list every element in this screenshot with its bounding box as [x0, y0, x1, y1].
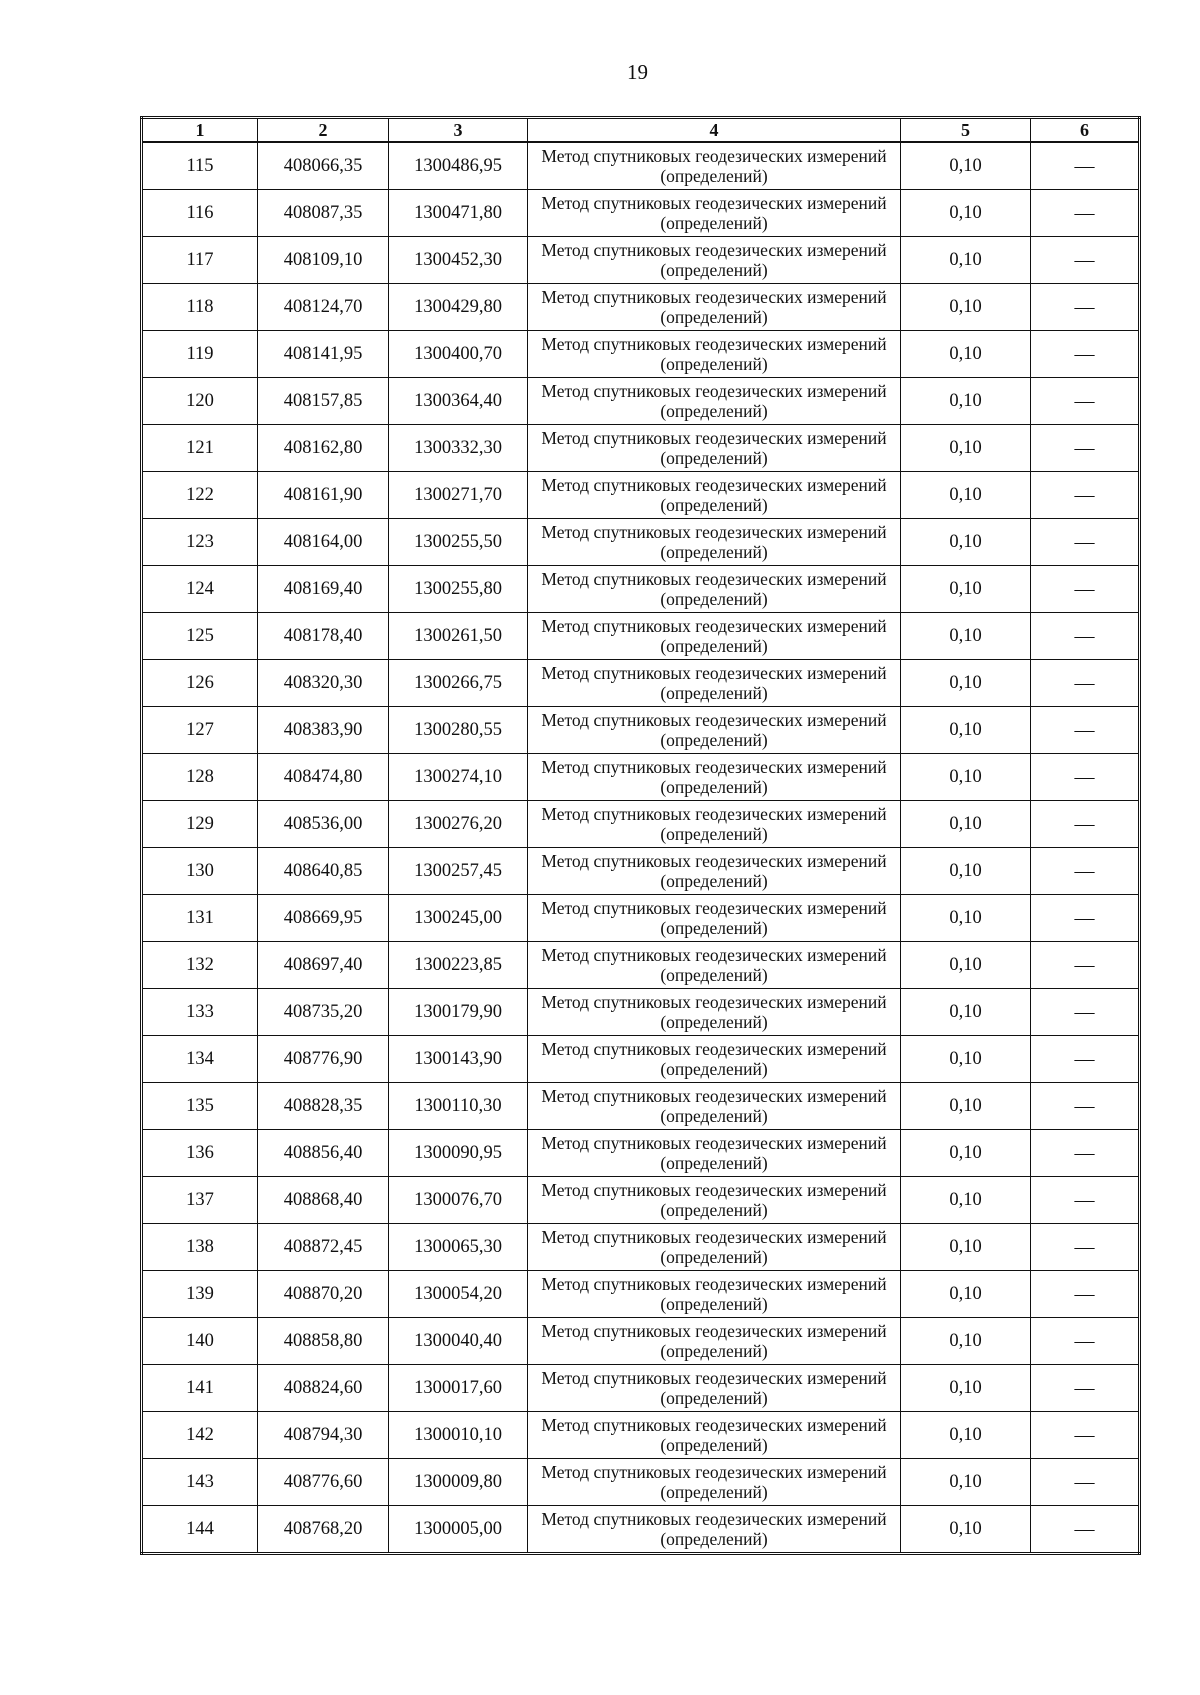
- coordinates-table: [140, 116, 1141, 1555]
- point-number-cell: 122: [142, 472, 258, 519]
- point-number-cell: 126: [142, 660, 258, 707]
- x-coordinate-cell: 408794,30: [258, 1412, 389, 1459]
- method-cell: Метод спутниковых геодезических измерений (определений): [528, 1036, 901, 1083]
- y-coordinate-cell: 1300280,55: [389, 707, 528, 754]
- table-row: [142, 1036, 1140, 1083]
- y-coordinate-cell: 1300110,30: [389, 1083, 528, 1130]
- table-row: [142, 142, 1140, 190]
- method-cell: Метод спутниковых геодезических измерений (определений): [528, 989, 901, 1036]
- point-number-cell: 124: [142, 566, 258, 613]
- point-number-cell: 132: [142, 942, 258, 989]
- note-cell: —: [1031, 190, 1140, 237]
- method-cell: Метод спутниковых геодезических измерений (определений): [528, 1177, 901, 1224]
- y-coordinate-cell: 1300486,95: [389, 142, 528, 190]
- table-row: [142, 472, 1140, 519]
- accuracy-cell: 0,10: [901, 754, 1031, 801]
- y-coordinate-cell: 1300005,00: [389, 1506, 528, 1554]
- point-number-cell: 138: [142, 1224, 258, 1271]
- accuracy-cell: 0,10: [901, 425, 1031, 472]
- x-coordinate-cell: 408066,35: [258, 142, 389, 190]
- table-row: [142, 942, 1140, 989]
- point-number-cell: 131: [142, 895, 258, 942]
- accuracy-cell: 0,10: [901, 1036, 1031, 1083]
- table-row: [142, 378, 1140, 425]
- header-cell-5: 5: [901, 118, 1031, 143]
- note-cell: —: [1031, 378, 1140, 425]
- y-coordinate-cell: 1300010,10: [389, 1412, 528, 1459]
- y-coordinate-cell: 1300276,20: [389, 801, 528, 848]
- accuracy-cell: 0,10: [901, 566, 1031, 613]
- point-number-cell: 137: [142, 1177, 258, 1224]
- header-cell-2: 2: [258, 118, 389, 143]
- note-cell: —: [1031, 1177, 1140, 1224]
- method-cell: Метод спутниковых геодезических измерений (определений): [528, 613, 901, 660]
- point-number-cell: 115: [142, 142, 258, 190]
- table-row: [142, 613, 1140, 660]
- method-cell: Метод спутниковых геодезических измерений (определений): [528, 142, 901, 190]
- point-number-cell: 127: [142, 707, 258, 754]
- point-number-cell: 141: [142, 1365, 258, 1412]
- accuracy-cell: 0,10: [901, 1177, 1031, 1224]
- y-coordinate-cell: 1300452,30: [389, 237, 528, 284]
- method-cell: Метод спутниковых геодезических измерений (определений): [528, 848, 901, 895]
- accuracy-cell: 0,10: [901, 331, 1031, 378]
- accuracy-cell: 0,10: [901, 1083, 1031, 1130]
- method-cell: Метод спутниковых геодезических измерений (определений): [528, 707, 901, 754]
- note-cell: —: [1031, 1365, 1140, 1412]
- y-coordinate-cell: 1300040,40: [389, 1318, 528, 1365]
- accuracy-cell: 0,10: [901, 707, 1031, 754]
- y-coordinate-cell: 1300245,00: [389, 895, 528, 942]
- x-coordinate-cell: 408828,35: [258, 1083, 389, 1130]
- method-cell: Метод спутниковых геодезических измерений (определений): [528, 1459, 901, 1506]
- point-number-cell: 117: [142, 237, 258, 284]
- method-cell: Метод спутниковых геодезических измерений (определений): [528, 895, 901, 942]
- table-row: [142, 1459, 1140, 1506]
- y-coordinate-cell: 1300471,80: [389, 190, 528, 237]
- table-body: [142, 142, 1140, 1554]
- y-coordinate-cell: 1300076,70: [389, 1177, 528, 1224]
- x-coordinate-cell: 408872,45: [258, 1224, 389, 1271]
- x-coordinate-cell: 408161,90: [258, 472, 389, 519]
- note-cell: —: [1031, 284, 1140, 331]
- accuracy-cell: 0,10: [901, 895, 1031, 942]
- accuracy-cell: 0,10: [901, 190, 1031, 237]
- x-coordinate-cell: 408870,20: [258, 1271, 389, 1318]
- accuracy-cell: 0,10: [901, 237, 1031, 284]
- accuracy-cell: 0,10: [901, 472, 1031, 519]
- y-coordinate-cell: 1300065,30: [389, 1224, 528, 1271]
- x-coordinate-cell: 408640,85: [258, 848, 389, 895]
- table-row: [142, 190, 1140, 237]
- accuracy-cell: 0,10: [901, 1224, 1031, 1271]
- point-number-cell: 128: [142, 754, 258, 801]
- method-cell: Метод спутниковых геодезических измерений (определений): [528, 1365, 901, 1412]
- table-row: [142, 660, 1140, 707]
- x-coordinate-cell: 408087,35: [258, 190, 389, 237]
- table-header-row: [142, 118, 1140, 143]
- note-cell: —: [1031, 1318, 1140, 1365]
- table-header: [142, 118, 1140, 143]
- table-row: [142, 754, 1140, 801]
- method-cell: Метод спутниковых геодезических измерений (определений): [528, 801, 901, 848]
- note-cell: —: [1031, 237, 1140, 284]
- y-coordinate-cell: 1300261,50: [389, 613, 528, 660]
- note-cell: —: [1031, 1506, 1140, 1554]
- note-cell: —: [1031, 660, 1140, 707]
- x-coordinate-cell: 408124,70: [258, 284, 389, 331]
- table-row: [142, 801, 1140, 848]
- table-row: [142, 1083, 1140, 1130]
- y-coordinate-cell: 1300009,80: [389, 1459, 528, 1506]
- point-number-cell: 135: [142, 1083, 258, 1130]
- note-cell: —: [1031, 1036, 1140, 1083]
- note-cell: —: [1031, 613, 1140, 660]
- table-row: [142, 284, 1140, 331]
- page-number: 19: [627, 60, 648, 84]
- y-coordinate-cell: 1300223,85: [389, 942, 528, 989]
- header-cell-3: 3: [389, 118, 528, 143]
- accuracy-cell: 0,10: [901, 660, 1031, 707]
- method-cell: Метод спутниковых геодезических измерений (определений): [528, 942, 901, 989]
- point-number-cell: 129: [142, 801, 258, 848]
- x-coordinate-cell: 408109,10: [258, 237, 389, 284]
- method-cell: Метод спутниковых геодезических измерений (определений): [528, 754, 901, 801]
- table-row: [142, 707, 1140, 754]
- accuracy-cell: 0,10: [901, 1130, 1031, 1177]
- note-cell: —: [1031, 1130, 1140, 1177]
- x-coordinate-cell: 408669,95: [258, 895, 389, 942]
- point-number-cell: 125: [142, 613, 258, 660]
- method-cell: Метод спутниковых геодезических измерений (определений): [528, 1083, 901, 1130]
- method-cell: Метод спутниковых геодезических измерений (определений): [528, 378, 901, 425]
- accuracy-cell: 0,10: [901, 989, 1031, 1036]
- y-coordinate-cell: 1300400,70: [389, 331, 528, 378]
- y-coordinate-cell: 1300257,45: [389, 848, 528, 895]
- y-coordinate-cell: 1300332,30: [389, 425, 528, 472]
- note-cell: —: [1031, 331, 1140, 378]
- y-coordinate-cell: 1300255,50: [389, 519, 528, 566]
- table-row: [142, 1412, 1140, 1459]
- accuracy-cell: 0,10: [901, 1318, 1031, 1365]
- point-number-cell: 118: [142, 284, 258, 331]
- point-number-cell: 121: [142, 425, 258, 472]
- note-cell: —: [1031, 1459, 1140, 1506]
- header-cell-4: 4: [528, 118, 901, 143]
- y-coordinate-cell: 1300364,40: [389, 378, 528, 425]
- method-cell: Метод спутниковых геодезических измерений (определений): [528, 425, 901, 472]
- accuracy-cell: 0,10: [901, 1271, 1031, 1318]
- accuracy-cell: 0,10: [901, 519, 1031, 566]
- x-coordinate-cell: 408824,60: [258, 1365, 389, 1412]
- point-number-cell: 133: [142, 989, 258, 1036]
- x-coordinate-cell: 408735,20: [258, 989, 389, 1036]
- x-coordinate-cell: 408383,90: [258, 707, 389, 754]
- note-cell: —: [1031, 801, 1140, 848]
- method-cell: Метод спутниковых геодезических измерений (определений): [528, 237, 901, 284]
- point-number-cell: 140: [142, 1318, 258, 1365]
- note-cell: —: [1031, 425, 1140, 472]
- note-cell: —: [1031, 472, 1140, 519]
- accuracy-cell: 0,10: [901, 613, 1031, 660]
- y-coordinate-cell: 1300054,20: [389, 1271, 528, 1318]
- note-cell: —: [1031, 848, 1140, 895]
- accuracy-cell: 0,10: [901, 1412, 1031, 1459]
- point-number-cell: 139: [142, 1271, 258, 1318]
- table-row: [142, 1224, 1140, 1271]
- table-row: [142, 1318, 1140, 1365]
- point-number-cell: 123: [142, 519, 258, 566]
- accuracy-cell: 0,10: [901, 1365, 1031, 1412]
- y-coordinate-cell: 1300179,90: [389, 989, 528, 1036]
- method-cell: Метод спутниковых геодезических измерений (определений): [528, 472, 901, 519]
- x-coordinate-cell: 408768,20: [258, 1506, 389, 1554]
- header-cell-6: 6: [1031, 118, 1140, 143]
- note-cell: —: [1031, 1412, 1140, 1459]
- note-cell: —: [1031, 895, 1140, 942]
- x-coordinate-cell: 408320,30: [258, 660, 389, 707]
- table-row: [142, 1177, 1140, 1224]
- accuracy-cell: 0,10: [901, 801, 1031, 848]
- point-number-cell: 119: [142, 331, 258, 378]
- table-row: [142, 848, 1140, 895]
- point-number-cell: 144: [142, 1506, 258, 1554]
- y-coordinate-cell: 1300255,80: [389, 566, 528, 613]
- table-row: [142, 425, 1140, 472]
- table-row: [142, 331, 1140, 378]
- note-cell: —: [1031, 142, 1140, 190]
- method-cell: Метод спутниковых геодезических измерений (определений): [528, 284, 901, 331]
- method-cell: Метод спутниковых геодезических измерений (определений): [528, 331, 901, 378]
- note-cell: —: [1031, 1083, 1140, 1130]
- table-row: [142, 1506, 1140, 1554]
- method-cell: Метод спутниковых геодезических измерений (определений): [528, 1271, 901, 1318]
- x-coordinate-cell: 408776,60: [258, 1459, 389, 1506]
- y-coordinate-cell: 1300017,60: [389, 1365, 528, 1412]
- y-coordinate-cell: 1300266,75: [389, 660, 528, 707]
- x-coordinate-cell: 408697,40: [258, 942, 389, 989]
- table-row: [142, 1271, 1140, 1318]
- header-cell-1: 1: [142, 118, 258, 143]
- method-cell: Метод спутниковых геодезических измерений (определений): [528, 519, 901, 566]
- table-row: [142, 1130, 1140, 1177]
- x-coordinate-cell: 408868,40: [258, 1177, 389, 1224]
- x-coordinate-cell: 408178,40: [258, 613, 389, 660]
- point-number-cell: 142: [142, 1412, 258, 1459]
- method-cell: Метод спутниковых геодезических измерений (определений): [528, 1506, 901, 1554]
- accuracy-cell: 0,10: [901, 1506, 1031, 1554]
- x-coordinate-cell: 408536,00: [258, 801, 389, 848]
- accuracy-cell: 0,10: [901, 378, 1031, 425]
- point-number-cell: 136: [142, 1130, 258, 1177]
- method-cell: Метод спутниковых геодезических измерений (определений): [528, 566, 901, 613]
- x-coordinate-cell: 408141,95: [258, 331, 389, 378]
- table-row: [142, 566, 1140, 613]
- table-row: [142, 895, 1140, 942]
- x-coordinate-cell: 408474,80: [258, 754, 389, 801]
- accuracy-cell: 0,10: [901, 1459, 1031, 1506]
- note-cell: —: [1031, 942, 1140, 989]
- note-cell: —: [1031, 519, 1140, 566]
- x-coordinate-cell: 408856,40: [258, 1130, 389, 1177]
- method-cell: Метод спутниковых геодезических измерений (определений): [528, 1412, 901, 1459]
- x-coordinate-cell: 408776,90: [258, 1036, 389, 1083]
- method-cell: Метод спутниковых геодезических измерений (определений): [528, 660, 901, 707]
- x-coordinate-cell: 408162,80: [258, 425, 389, 472]
- note-cell: —: [1031, 1271, 1140, 1318]
- method-cell: Метод спутниковых геодезических измерений (определений): [528, 1224, 901, 1271]
- table-row: [142, 519, 1140, 566]
- point-number-cell: 134: [142, 1036, 258, 1083]
- x-coordinate-cell: 408157,85: [258, 378, 389, 425]
- point-number-cell: 120: [142, 378, 258, 425]
- x-coordinate-cell: 408169,40: [258, 566, 389, 613]
- table-row: [142, 989, 1140, 1036]
- x-coordinate-cell: 408164,00: [258, 519, 389, 566]
- y-coordinate-cell: 1300429,80: [389, 284, 528, 331]
- y-coordinate-cell: 1300271,70: [389, 472, 528, 519]
- note-cell: —: [1031, 566, 1140, 613]
- note-cell: —: [1031, 1224, 1140, 1271]
- accuracy-cell: 0,10: [901, 942, 1031, 989]
- point-number-cell: 143: [142, 1459, 258, 1506]
- x-coordinate-cell: 408858,80: [258, 1318, 389, 1365]
- accuracy-cell: 0,10: [901, 142, 1031, 190]
- method-cell: Метод спутниковых геодезических измерений (определений): [528, 190, 901, 237]
- accuracy-cell: 0,10: [901, 848, 1031, 895]
- note-cell: —: [1031, 989, 1140, 1036]
- accuracy-cell: 0,10: [901, 284, 1031, 331]
- method-cell: Метод спутниковых геодезических измерений (определений): [528, 1318, 901, 1365]
- y-coordinate-cell: 1300090,95: [389, 1130, 528, 1177]
- note-cell: —: [1031, 707, 1140, 754]
- y-coordinate-cell: 1300143,90: [389, 1036, 528, 1083]
- y-coordinate-cell: 1300274,10: [389, 754, 528, 801]
- note-cell: —: [1031, 754, 1140, 801]
- point-number-cell: 116: [142, 190, 258, 237]
- method-cell: Метод спутниковых геодезических измерений (определений): [528, 1130, 901, 1177]
- table-row: [142, 237, 1140, 284]
- table-row: [142, 1365, 1140, 1412]
- point-number-cell: 130: [142, 848, 258, 895]
